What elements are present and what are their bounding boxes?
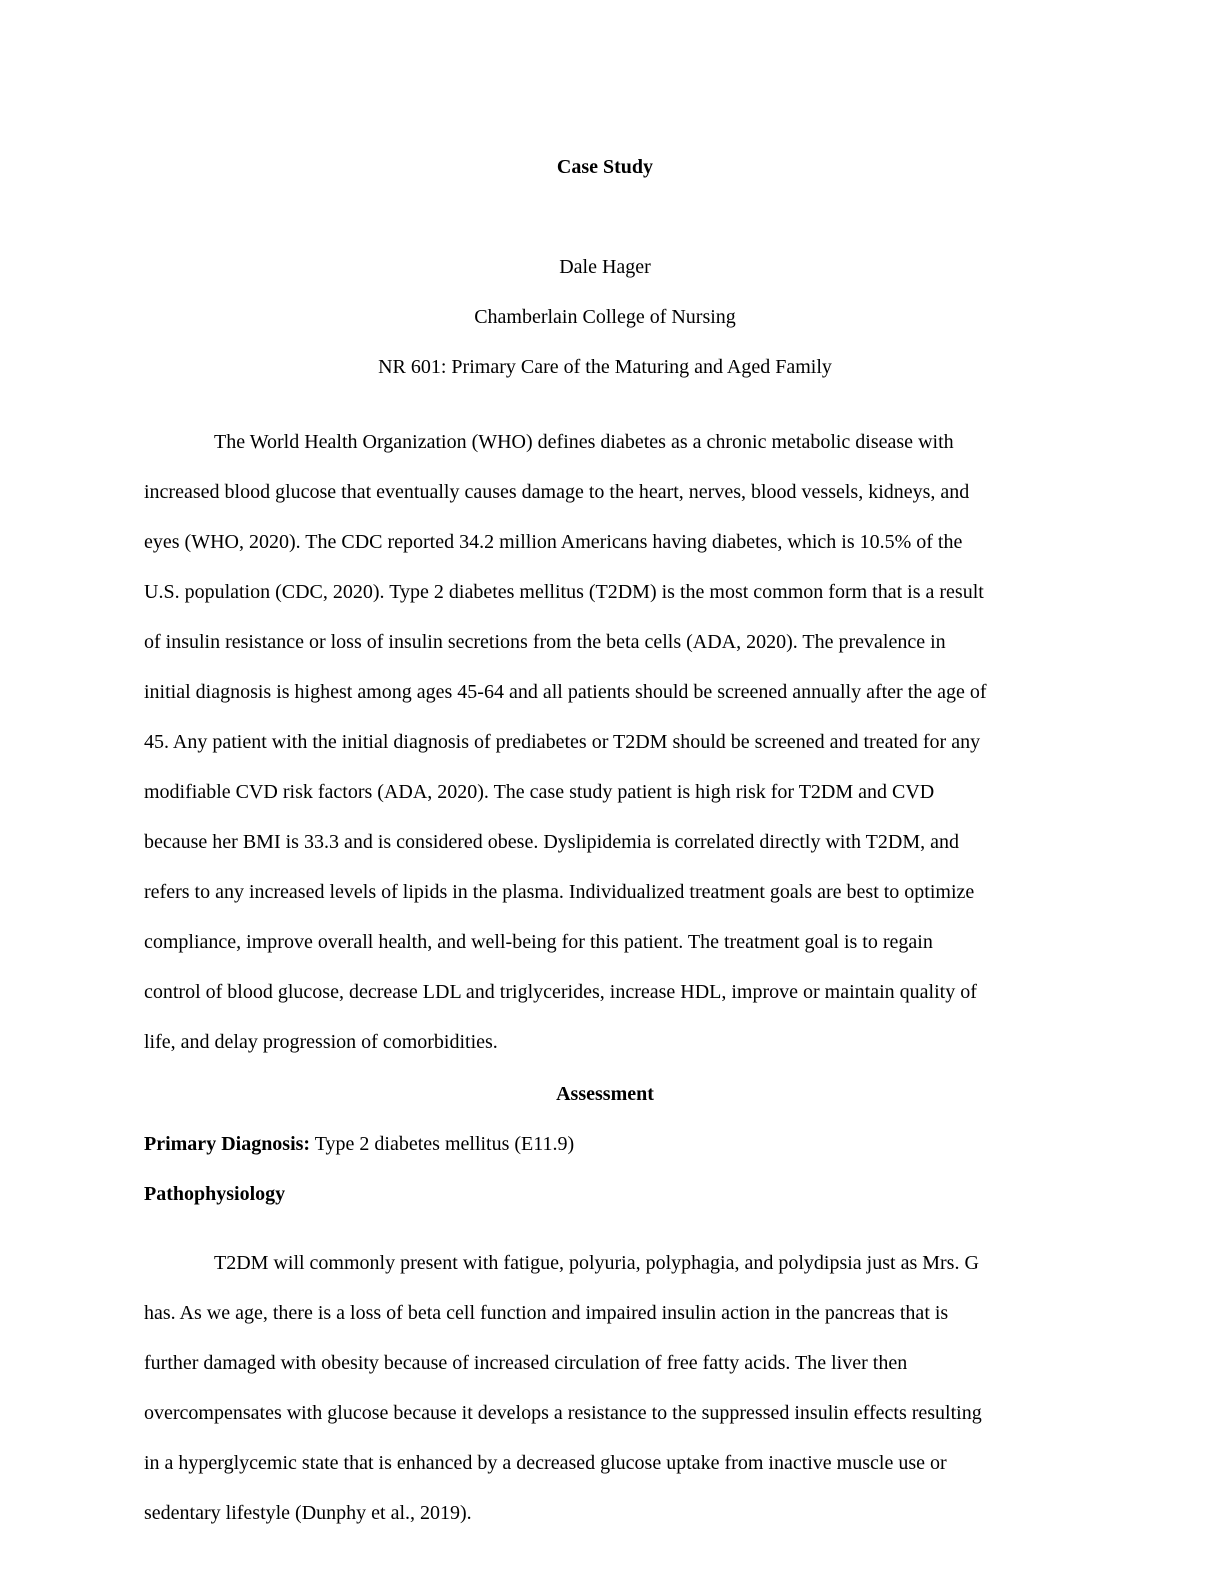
- paragraph-line: control of blood glucose, decrease LDL and triglycerides, increase HDL, improve or maintain quality of: [144, 981, 977, 1003]
- paragraph-line: overcompensates with glucose because it develops a resistance to the suppressed insulin effects resulting: [144, 1402, 982, 1424]
- paragraph-line: T2DM will commonly present with fatigue, polyuria, polyphagia, and polydipsia just as Mrs. G: [214, 1252, 979, 1274]
- paragraph-line: initial diagnosis is highest among ages 45-64 and all patients should be screened annually after the age of: [144, 681, 987, 703]
- primary-diagnosis: [144, 1133, 574, 1156]
- paragraph-line: 45. Any patient with the initial diagnosis of prediabetes or T2DM should be screened and treated for any: [144, 731, 981, 753]
- paragraph-line: compliance, improve overall health, and well-being for this patient. The treatment goal is to regain: [144, 931, 933, 953]
- paragraph-line: modifiable CVD risk factors (ADA, 2020). The case study patient is high risk for T2DM and CVD: [144, 781, 935, 803]
- paragraph-line: sedentary lifestyle (Dunphy et al., 2019).: [144, 1502, 472, 1524]
- paragraph-line: U.S. population (CDC, 2020). Type 2 diabetes mellitus (T2DM) is the most common form that is a result: [144, 581, 984, 603]
- paragraph-line: of insulin resistance or loss of insulin secretions from the beta cells (ADA, 2020). The prevalence in: [144, 631, 946, 653]
- institution-name: Chamberlain College of Nursing: [474, 306, 736, 328]
- course-name: NR 601: Primary Care of the Maturing and Aged Family: [378, 356, 832, 378]
- paragraph-line: life, and delay progression of comorbidities.: [144, 1031, 498, 1053]
- paragraph-line: refers to any increased levels of lipids in the plasma. Individualized treatment goals are best to optimize: [144, 881, 975, 903]
- pathophysiology-heading: Pathophysiology: [144, 1183, 286, 1205]
- assessment-heading: Assessment: [556, 1083, 654, 1105]
- paragraph-line: because her BMI is 33.3 and is considered obese. Dyslipidemia is correlated directly with T2DM, and: [144, 831, 959, 853]
- paragraph-line: increased blood glucose that eventually causes damage to the heart, nerves, blood vessels, kidneys, and: [144, 481, 970, 503]
- paragraph-line: further damaged with obesity because of increased circulation of free fatty acids. The liver then: [144, 1352, 908, 1374]
- primary-diagnosis-label: Primary Diagnosis:: [144, 1133, 311, 1155]
- author-name: Dale Hager: [559, 256, 651, 278]
- paragraph-line: in a hyperglycemic state that is enhanced by a decreased glucose uptake from inactive muscle use or: [144, 1452, 947, 1474]
- paragraph-line: has. As we age, there is a loss of beta cell function and impaired insulin action in the pancreas that is: [144, 1302, 949, 1324]
- paragraph-line: The World Health Organization (WHO) defines diabetes as a chronic metabolic disease with: [214, 431, 954, 453]
- document-title: Case Study: [556, 156, 654, 178]
- primary-diagnosis-value: Type 2 diabetes mellitus (E11.9): [310, 1133, 575, 1155]
- paragraph-line: eyes (WHO, 2020). The CDC reported 34.2 million Americans having diabetes, which is 10.5% of the: [144, 531, 963, 553]
